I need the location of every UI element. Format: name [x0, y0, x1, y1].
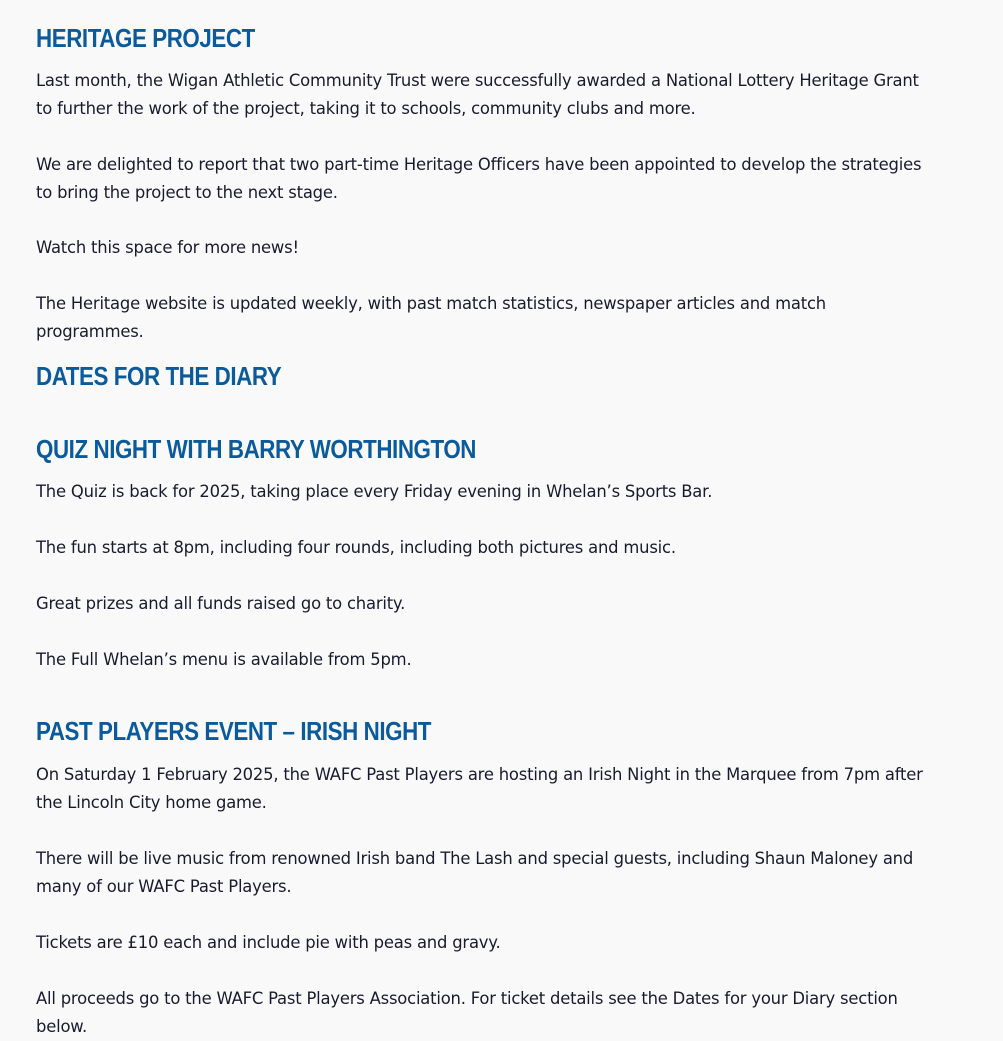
- past-players-event-heading: PAST PLAYERS EVENT – IRISH NIGHT: [36, 716, 432, 746]
- quiz-paragraph-2: The fun starts at 8pm, including four rounds, including both pictures and music.: [36, 538, 676, 557]
- quiz-paragraph-3: Great prizes and all funds raised go to charity.: [36, 594, 406, 613]
- heritage-paragraph-2: We are delighted to report that two part-time Heritage Officers have been appointed to develop the strategies to bring the project to the next stage.: [36, 155, 922, 202]
- heritage-project-heading: HERITAGE PROJECT: [36, 23, 255, 53]
- past-players-paragraph-3: Tickets are £10 each and include pie with peas and gravy.: [36, 933, 501, 952]
- quiz-paragraph-4: The Full Whelan’s menu is available from 5pm.: [36, 650, 412, 669]
- past-players-paragraph-4: All proceeds go to the WAFC Past Players Association. For ticket details see the Dates for your Diary section below.: [36, 989, 898, 1036]
- heritage-paragraph-4: The Heritage website is updated weekly, with past match statistics, newspaper articles and match programmes.: [36, 294, 826, 341]
- heritage-paragraph-1: Last month, the Wigan Athletic Community Trust were successfully awarded a National Lottery Heritage Grant to further the work of the project, taking it to schools, community clubs and more.: [36, 71, 919, 118]
- past-players-paragraph-1: On Saturday 1 February 2025, the WAFC Past Players are hosting an Irish Night in the Marquee from 7pm after the Lincoln City home game.: [36, 765, 923, 812]
- quiz-paragraph-1: The Quiz is back for 2025, taking place every Friday evening in Whelan’s Sports Bar.: [36, 482, 713, 501]
- quiz-night-heading: QUIZ NIGHT WITH BARRY WORTHINGTON: [36, 434, 477, 464]
- dates-for-the-diary-heading: DATES FOR THE DIARY: [36, 361, 282, 391]
- heritage-paragraph-3: Watch this space for more news!: [36, 238, 299, 257]
- past-players-paragraph-2: There will be live music from renowned Irish band The Lash and special guests, including Shaun Maloney and many of our WAFC Past Players.: [36, 849, 914, 896]
